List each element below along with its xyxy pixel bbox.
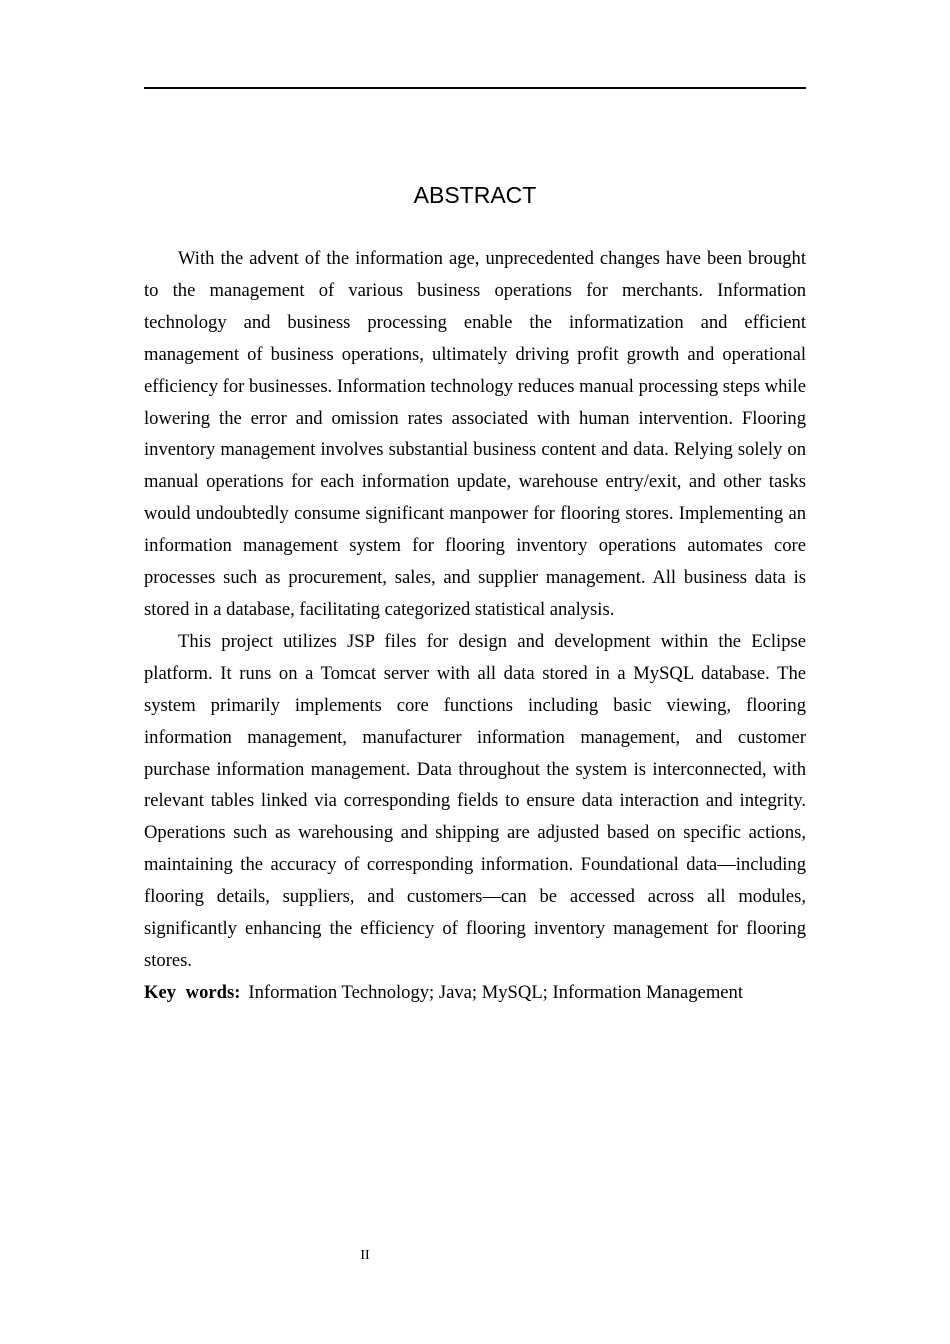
keywords-text: Information Technology; Java; MySQL; Information Management [248, 981, 744, 1003]
page-number: II [360, 1248, 370, 1263]
header-rule [144, 87, 806, 89]
abstract-paragraph-2: This project utilizes JSP files for design and development within the Eclipse platform. It runs on a Tomcat server with all data stored in a MySQL database. The system primarily implements core functions including basic viewing, flooring information management, manufacturer information management, and customer purchase information management. Data throughout the system is interconnected, with relevant tables linked via corresponding fields to ensure data interaction and integrity. Operations such as warehousing and shipping are adjusted based on specific actions, maintaining the accuracy of corresponding information. Foundational data—including flooring details, suppliers, and customers—can be accessed across all modules, significantly enhancing the efficiency of flooring inventory management for flooring stores. [144, 630, 806, 971]
abstract-body [144, 243, 806, 1009]
abstract-paragraph-1: With the advent of the information age, unprecedented changes have been brought to the management of various business operations for merchants. Information technology and business processing enable the informatization and efficient management of business operations, ultimately driving profit growth and operational efficiency for businesses. Information technology reduces manual processing steps while lowering the error and omission rates associated with human intervention. Flooring inventory management involves substantial business content and data. Relying solely on manual operations for each information update, warehouse entry/exit, and other tasks would undoubtedly consume significant manpower for flooring stores. Implementing an information management system for flooring inventory operations automates core processes such as procurement, sales, and supplier management. All business data is stored in a database, facilitating categorized statistical analysis. [144, 248, 806, 620]
keywords-label: Key words: [144, 981, 241, 1003]
keywords-line [144, 977, 806, 1009]
abstract-title: ABSTRACT [413, 182, 537, 208]
